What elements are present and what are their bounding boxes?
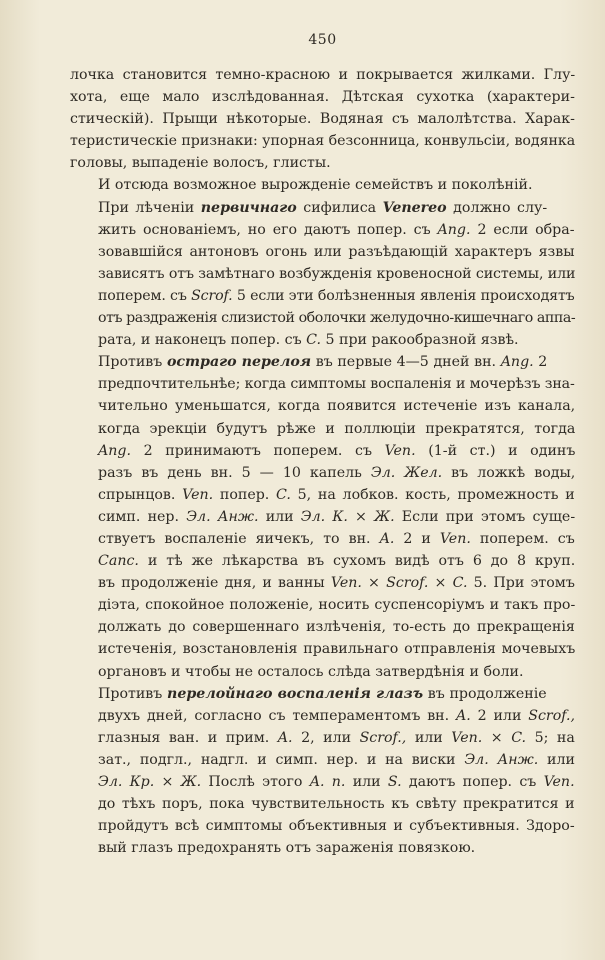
text-line [70,219,575,241]
text-run: попер. [213,486,277,503]
text-run: жить основаніемъ, но его даютъ попер. съ [98,221,438,238]
paragraph [70,64,575,174]
emphasis-text: Scrof., [528,707,576,724]
text-line [70,373,575,395]
paragraph [70,351,575,682]
emphasis-text: C. [306,332,321,349]
emphasis-text: Ang. [98,442,131,459]
text-line [70,462,575,484]
text-line [70,197,575,219]
emphasis-text: S. [387,774,402,790]
text-run: × [361,575,387,592]
text-run: въ продолженіе [423,685,547,702]
emphasis-text: Ж. [374,508,395,525]
text-run: (1-й ст.) и одинъ [415,442,576,459]
text-run: 2 принимаютъ поперем. съ [130,442,385,459]
text-run: 2 или [470,707,529,724]
text-line [70,771,575,793]
emphasis-text: Scrof., [359,729,407,746]
paragraph [70,683,575,860]
text-line [70,683,575,705]
text-line [70,108,575,130]
text-run: При лѣченіи [98,199,201,216]
text-run: или [258,508,301,525]
text-run: Послѣ этого [201,774,310,790]
text-run: предпочтительнѣе; когда симптомы воспаленія и мочерѣзъ зна- [98,376,575,393]
emphasis-text: C. [276,486,291,503]
text-run: Если при этомъ суще- [394,508,576,525]
text-run: лочка становится темно-красною и покрывается жилками. Глу- [70,67,576,83]
text-run: органовъ и чтобы не осталось слѣда затвердѣнія и боли. [98,663,524,680]
text-run: теристическіе признаки: упорная безсонница, конвульсіи, водянка [70,133,576,150]
emphasis-text: остраго перелоя [166,354,312,371]
text-line [70,594,575,616]
text-line [70,661,575,683]
text-line [70,351,575,373]
emphasis-text: Эл. Жел. [370,464,443,481]
emphasis-text: Ж. [180,774,202,790]
text-run: спрынцов. [98,486,183,503]
emphasis-text: Ven. [543,774,575,790]
emphasis-text: Эл. Анж. [464,751,539,768]
text-run: и тѣ же лѣкарства въ сухомъ видѣ отъ 6 до 8 круп. [138,553,576,570]
text-line [70,86,575,108]
text-line [70,64,575,86]
text-line [70,793,575,815]
text-line [70,130,575,152]
text-run: зависятъ отъ замѣтнаго возбужденія кровеносной системы, или [98,265,576,282]
page-number: 450 [308,32,337,48]
text-run: до тѣхъ поръ, пока чувствительность къ свѣту прекратится и [98,796,575,813]
text-line [70,815,575,837]
text-line [70,572,575,594]
text-line [70,263,575,285]
text-line [70,418,575,440]
text-run: Противъ [98,685,168,702]
text-run: поперем. съ [470,530,575,547]
emphasis-text: Ven. [182,486,214,503]
emphasis-text: Ang. [500,354,534,371]
emphasis-text: Ven. [451,729,483,746]
text-run: въ продолженіе дня, и ванны [98,575,331,592]
text-run: 5 если эти болѣзненныя явленія происходятъ [232,287,575,304]
text-run: двухъ дней, согласно съ темпераментомъ вн. [98,707,456,724]
emphasis-text: перелойнаго воспаленія глазъ [167,685,424,702]
text-line [70,616,575,638]
emphasis-text: A. [277,729,293,746]
text-line [70,174,575,196]
text-line [70,329,575,351]
body-text [70,64,575,859]
text-line [70,727,575,749]
text-run: 5 при ракообразной язвѣ. [320,332,519,349]
emphasis-text: C. [511,729,527,746]
text-run: сифилиса [296,199,383,216]
text-run: × [482,729,512,746]
emphasis-text: Ven. [439,530,471,547]
emphasis-text: Venereo [382,199,447,216]
text-run: вый глазъ предохранять отъ зараженія повязкою. [98,840,476,857]
emphasis-text: A. n. [309,774,346,790]
text-line [70,152,575,174]
text-line [70,440,575,462]
text-run: должно слу- [446,199,548,216]
text-line [70,705,575,727]
text-line [70,749,575,771]
paragraph [70,197,575,352]
emphasis-text: Эл. К. [300,508,348,525]
text-line [70,285,575,307]
emphasis-text: Ven. [330,575,362,592]
emphasis-text: Эл. Анж. [186,508,259,525]
text-run: стическій). Прыщи нѣкоторые. Водяная съ малолѣтства. Харак- [70,111,575,128]
text-line [70,241,575,263]
text-run: въ первые 4—5 дней вн. [311,354,501,371]
text-run: пройдутъ всѣ симптомы объективныя и субъективныя. Здоро- [98,818,575,835]
emphasis-text: Ven. [384,442,416,459]
text-run: 5, на лобков. кость, промежность и [290,486,575,503]
text-run: должать до совершеннаго излѣченія, то-есть до прекращенія [98,619,575,636]
emphasis-text: Эл. Кр. [98,774,155,790]
text-run: разъ въ день вн. 5 — 10 капель [98,464,371,481]
text-line [70,484,575,506]
text-run: головы, выпаденіе волосъ, глисты. [70,155,331,172]
text-line [70,528,575,550]
text-run: 5. При этомъ [467,575,575,592]
text-run: симп. нер. [98,508,187,525]
text-run: И отсюда возможное вырожденіе семействъ и поколѣній. [98,177,533,194]
emphasis-text: первичнаго [200,199,297,216]
emphasis-text: Scrof. [386,575,429,592]
text-run: 5; на [526,729,575,746]
text-run: или [538,751,575,768]
text-line [70,638,575,660]
emphasis-text: A. [456,707,471,724]
text-run: ствуетъ воспаленіе яичекъ, то вн. [98,530,380,547]
emphasis-text: A. [379,530,395,547]
text-run: когда эрекціи будутъ рѣже и поллюціи прекратятся, тогда [98,420,576,437]
emphasis-text: Canc. [98,553,139,570]
text-line [70,506,575,528]
text-run: 2 и [394,530,440,547]
text-run: глазныя ван. и прим. [98,729,278,746]
text-line [70,837,575,859]
text-run: зат., подгл., надгл. и симп. нер. и на виски [98,751,465,768]
text-run: чительно уменьшатся, когда появится истеченіе изъ канала, [98,398,576,415]
text-run: 2, или [292,729,360,746]
text-run: рата, и наконецъ попер. съ [98,332,307,349]
text-run: діэта, спокойное положеніе, носить суспенсоріумъ и такъ про- [98,597,576,614]
text-run: отъ раздраженія слизистой оболочки желудочно-кишечнаго аппа- [98,310,576,327]
text-run: Противъ [98,354,167,371]
text-run: 2 [533,354,548,371]
text-run: зовавшійся антоновъ огонь или разъѣдающій характеръ язвы [98,243,575,260]
text-run: поперем. съ [98,287,192,304]
text-line [70,395,575,417]
text-run: или [406,729,452,746]
text-line [70,550,575,572]
text-line [70,307,575,329]
text-run: × [428,575,453,592]
text-run: въ ложкѣ воды, [442,464,576,481]
emphasis-text: Ang. [437,221,471,238]
emphasis-text: C. [452,575,468,592]
text-run: истеченія, возстановленія правильнаго отправленія мочевыхъ [98,641,576,658]
text-run: 2 если обра- [470,221,575,238]
emphasis-text: Scrof. [191,287,233,304]
text-run: или [345,774,388,790]
text-run: хота, еще мало изслѣдованная. Дѣтская сухотка (характери- [70,89,575,106]
text-run: × [347,508,375,525]
text-run: даютъ попер. съ [401,774,544,790]
paragraph [70,174,575,196]
text-run: × [154,774,181,790]
